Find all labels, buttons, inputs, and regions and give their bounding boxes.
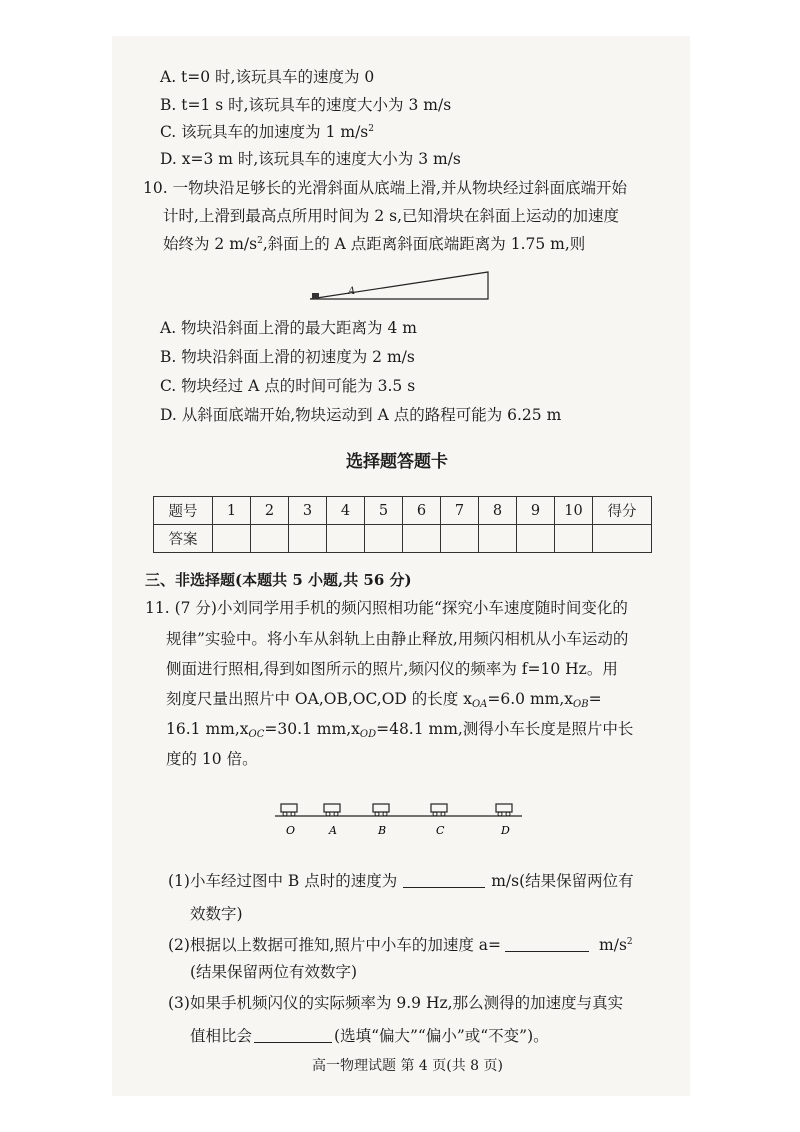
q11-sub1-line2: 效数字) [190,905,243,923]
q9-option-b: B. t=1 s 时,该玩具车的速度大小为 3 m/s [160,96,452,114]
point-d-label: D [501,824,510,837]
q10-stem-line3: 始终为 2 $m/s^2$,斜面上的 A 点距离斜面底端距离为 1.75 m,则 [163,235,586,253]
q11-sub3-line2: 值相比会 (选填“偏大”“偏小”或“不变”)。 [190,1027,549,1045]
question-number: 5 [365,497,403,525]
cart-icon [324,804,340,816]
point-a-label: A [348,286,356,297]
block-icon [312,293,319,299]
answer-cell[interactable] [441,525,479,553]
answer-blank-1[interactable] [403,873,485,888]
cart-icon [281,804,297,816]
answer-cell[interactable] [289,525,327,553]
answer-card-table [153,496,652,553]
question-number: 1 [213,497,251,525]
q11-sub1: (1)小车经过图中 B 点时的速度为 m/s(结果保留两位有 [168,872,634,890]
question-number: 7 [441,497,479,525]
q11-stem-line5: 16.1 $mm,x_{OC}=30.1$ $mm,x_{OD}=48.1$ mm,测得小车长度是照片中长 [166,720,634,740]
answer-cell[interactable] [517,525,555,553]
q9-option-c: C. 该玩具车的加速度为 1 $m/s^2$ [160,123,374,141]
point-b-label: B [378,824,387,837]
table-row [154,497,652,525]
q11-stem-line3: 侧面进行照相,得到如图所示的照片,频闪仪的频率为 f=10 Hz。用 [166,660,618,678]
point-c-label: C [436,824,445,837]
cart-icon [373,804,389,816]
answer-cell[interactable] [403,525,441,553]
q11-sub3: (3)如果手机频闪仪的实际频率为 9.9 Hz,那么测得的加速度与真实 [168,994,624,1012]
point-a-label: A [329,824,337,837]
q10-option-a: A. 物块沿斜面上滑的最大距离为 4 m [160,319,417,337]
question-number: 8 [479,497,517,525]
cart-icon [496,804,512,816]
question-number: 3 [289,497,327,525]
score-cell[interactable] [593,525,652,553]
question-number: 9 [517,497,555,525]
q11-sub2: (2)根据以上数据可推知,照片中小车的加速度 $a= m/s^2$ [168,936,633,954]
answer-cell[interactable] [365,525,403,553]
q11-stem-line1: 11. (7 分)小刘同学用手机的频闪照相功能“探究小车速度随时间变化的 [145,599,628,617]
answer-blank-2[interactable] [505,937,589,952]
answer-blank-3[interactable] [254,1028,332,1043]
answer-cell[interactable] [327,525,365,553]
section3-heading: 三、非选择题(本题共 5 小题,共 56 分) [145,571,412,589]
q11-stem-line6: 度的 10 倍。 [166,750,258,768]
answer-card-title: 选择题答题卡 [346,452,448,472]
q11-stem-line4: 刻度尺量出照片中 OA,OB,OC,OD 的长度 $x_{OA}=6.0$ $mm,x_{OB}=$ [166,690,602,710]
question-number: 10 [555,497,593,525]
page-footer: 高一物理试题 第 4 页(共 8 页) [312,1058,503,1074]
answer-cell[interactable] [251,525,289,553]
q9-option-a: A. t=0 时,该玩具车的速度为 0 [160,68,375,86]
q10-option-d: D. 从斜面底端开始,物块运动到 A 点的路程可能为 6.25 m [160,406,562,424]
answer-cell[interactable] [479,525,517,553]
score-header: 得分 [593,497,652,525]
table-row [154,525,652,553]
cart-icon [431,804,447,816]
row-header-answer: 答案 [154,525,213,553]
q11-sub2-line2: (结果保留两位有效数字) [190,963,358,981]
q10-option-b: B. 物块沿斜面上滑的初速度为 2 m/s [160,348,415,366]
q9-option-d: D. x=3 m 时,该玩具车的速度大小为 3 m/s [160,150,461,168]
answer-cell[interactable] [555,525,593,553]
flash-photo-figure [270,796,530,838]
q11-stem-line2: 规律”实验中。将小车从斜轨上由静止释放,用频闪相机从小车运动的 [166,630,629,648]
q10-option-c: C. 物块经过 A 点的时间可能为 3.5 s [160,377,416,395]
question-number: 4 [327,497,365,525]
row-header-number: 题号 [154,497,213,525]
q10-stem-line1: 10. 一物块沿足够长的光滑斜面从底端上滑,并从物块经过斜面底端开始 [143,179,628,197]
incline-figure [300,268,500,304]
q10-stem-line2: 计时,上滑到最高点所用时间为 2 s,已知滑块在斜面上运动的加速度 [163,207,620,225]
point-o-label: O [286,824,296,837]
answer-cell[interactable] [213,525,251,553]
question-number: 2 [251,497,289,525]
question-number: 6 [403,497,441,525]
